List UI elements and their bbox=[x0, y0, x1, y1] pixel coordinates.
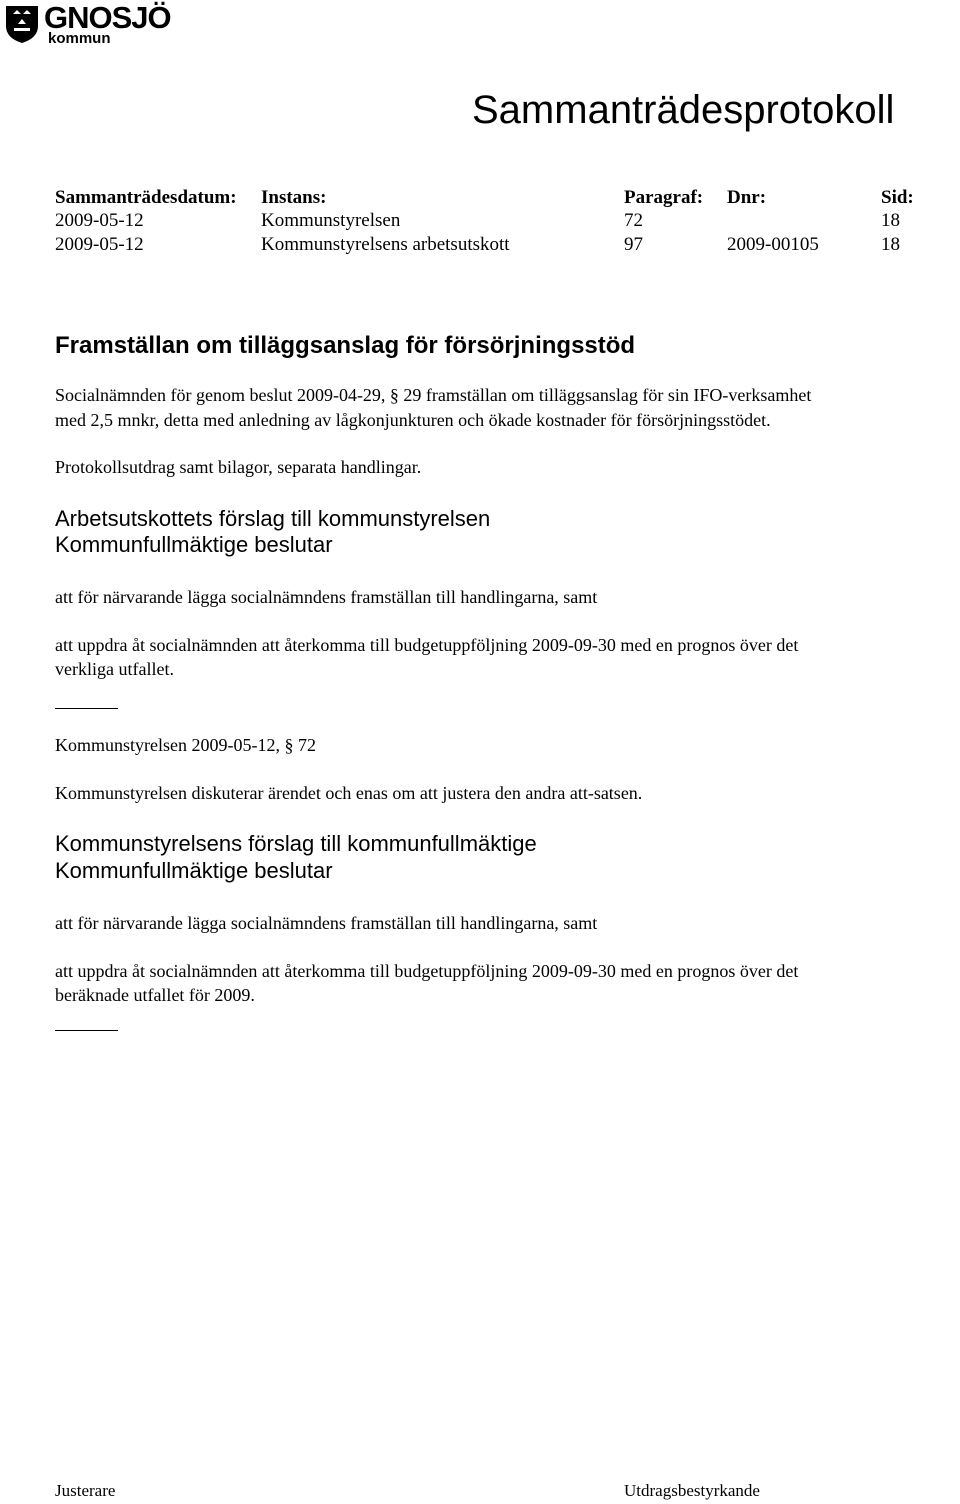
ks-att-2-line-2: beräknade utfallet för 2009. bbox=[55, 985, 255, 1005]
au-decision-heading: Kommunfullmäktige beslutar bbox=[55, 532, 333, 557]
meta-header-dnr: Dnr: bbox=[727, 187, 767, 208]
crest-icon bbox=[4, 4, 40, 44]
meta-row2-instans: Kommunstyrelsens arbetsutskott bbox=[261, 234, 510, 255]
ks-decision-heading: Kommunfullmäktige beslutar bbox=[55, 858, 333, 883]
au-proposal-heading: Arbetsutskottets förslag till kommunstyrelsen bbox=[55, 506, 491, 531]
municipality-logo bbox=[4, 0, 172, 48]
ks-att-1: att för närvarande lägga socialnämndens framställan till handlingarna, samt bbox=[55, 913, 598, 933]
au-att-2-line-1: att uppdra åt socialnämnden att återkomma till budgetuppföljning 2009-09-30 med en prognos över det bbox=[55, 635, 799, 655]
meta-row1-sid: 18 bbox=[881, 210, 900, 231]
meta-header-instans: Instans: bbox=[261, 187, 327, 208]
section-title: Framställan om tilläggsanslag för försörjningsstöd bbox=[55, 332, 636, 359]
intro-line-2: med 2,5 mnkr, detta med anledning av lågkonjunkturen och ökade kostnader för försörjningsstödet. bbox=[55, 410, 771, 430]
logo-subtitle: kommun bbox=[48, 30, 111, 47]
ks-reference: Kommunstyrelsen 2009-05-12, § 72 bbox=[55, 735, 316, 755]
meta-row1-paragraf: 72 bbox=[624, 210, 643, 231]
footer-utdragsbestyrkande: Utdragsbestyrkande bbox=[624, 1481, 760, 1500]
logo-wordmark: GNOSJÖ bbox=[44, 0, 171, 35]
meta-row1-date: 2009-05-12 bbox=[55, 210, 144, 231]
meta-row2-sid: 18 bbox=[881, 234, 900, 255]
ks-proposal-heading: Kommunstyrelsens förslag till kommunfullmäktige bbox=[55, 831, 537, 856]
separator-rule bbox=[55, 708, 118, 709]
ks-discussion: Kommunstyrelsen diskuterar ärendet och enas om att justera den andra att-satsen. bbox=[55, 783, 643, 803]
meta-row2-dnr: 2009-00105 bbox=[727, 234, 819, 255]
au-att-1: att för närvarande lägga socialnämndens framställan till handlingarna, samt bbox=[55, 587, 598, 607]
ks-att-2-line-1: att uppdra åt socialnämnden att återkomma till budgetuppföljning 2009-09-30 med en prognos över det bbox=[55, 961, 799, 981]
attachments-note: Protokollsutdrag samt bilagor, separata handlingar. bbox=[55, 457, 422, 477]
meta-row1-instans: Kommunstyrelsen bbox=[261, 210, 401, 231]
separator-rule-2 bbox=[55, 1030, 118, 1031]
intro-line-1: Socialnämnden för genom beslut 2009-04-29, § 29 framställan om tilläggsanslag för sin IFO-verksamhet bbox=[55, 385, 812, 405]
meta-row2-paragraf: 97 bbox=[624, 234, 643, 255]
document-title: Sammanträdesprotokoll bbox=[472, 88, 895, 132]
footer-justerare: Justerare bbox=[55, 1481, 116, 1500]
meta-header-paragraf: Paragraf: bbox=[624, 187, 704, 208]
meta-header-sid: Sid: bbox=[881, 187, 914, 208]
meta-row2-date: 2009-05-12 bbox=[55, 234, 144, 255]
au-att-2-line-2: verkliga utfallet. bbox=[55, 659, 174, 679]
meta-header-date: Sammanträdesdatum: bbox=[55, 187, 237, 208]
